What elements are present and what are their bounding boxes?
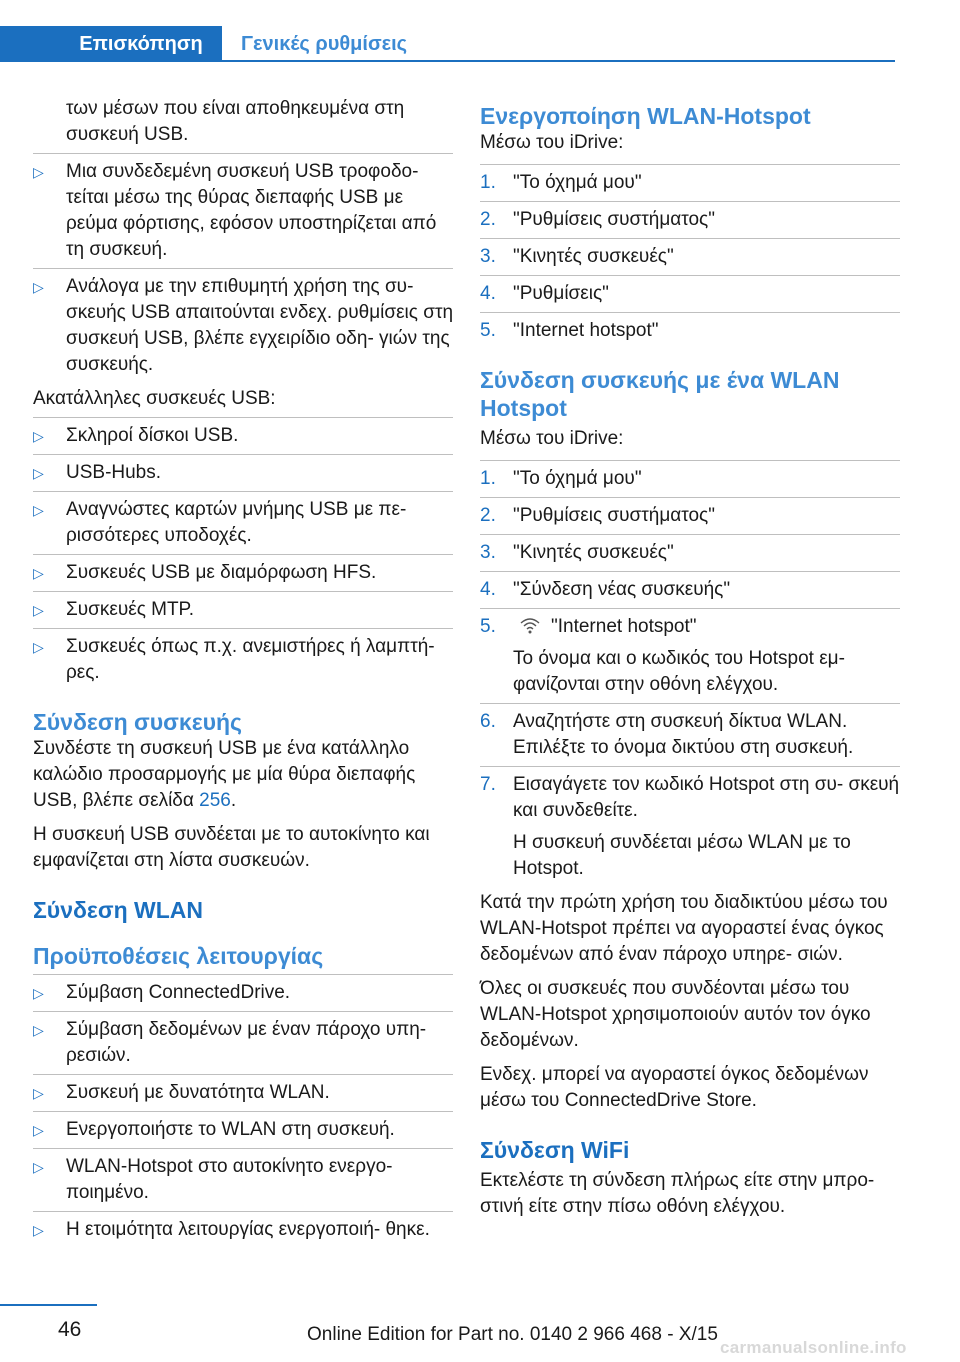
triangle-bullet-icon: ▷: [33, 428, 44, 444]
triangle-bullet-icon: ▷: [33, 1085, 44, 1101]
watermark: carmanualsonline.info: [720, 1338, 907, 1357]
heading-activate-hotspot: Ενεργοποίηση WLAN-Hotspot: [480, 103, 811, 129]
divider: [33, 1148, 453, 1149]
list-item: ▷ Αναγνώστες καρτών μνήμης USB με πε‐ ρισσότερες υποδοχές.: [33, 497, 453, 549]
step-note: Η συσκευή συνδέεται μέσω WLAN με το Hotspot.: [513, 832, 851, 879]
connect-paragraph-2: Η συσκευή USB συνδέεται με το αυτοκίνητο και εμφανίζεται στη λίστα συσκευών.: [33, 824, 430, 871]
heading-prerequisites: Προϋποθέσεις λειτουργίας: [33, 943, 324, 969]
heading-wifi: Σύνδεση WiFi: [480, 1137, 630, 1163]
step-item: 5. "Internet hotspot": [480, 616, 697, 637]
divider: [33, 1011, 453, 1012]
divider: [480, 497, 900, 498]
heading-connect-to-hotspot: Σύνδεση συσκευής με ένα WLAN Hotspot: [480, 367, 840, 421]
intro-continuation: των μέσων που είναι αποθηκευμένα στη συσκευή USB.: [66, 98, 405, 145]
divider: [33, 974, 453, 975]
divider: [480, 766, 900, 767]
triangle-bullet-icon: ▷: [33, 565, 44, 581]
list-item: ▷ Μια συνδεδεμένη συσκευή USB τροφοδο‐ τείται μέσω της θύρας διεπαφής USB με ρεύμα φόρτισης, εφόσον υποστηρίζεται από τη συσκευή.: [33, 159, 453, 263]
list-item: ▷ Ενεργοποιήστε το WLAN στη συσκευή.: [33, 1117, 453, 1143]
divider: [33, 554, 453, 555]
step-item: 4. "Σύνδεση νέας συσκευής": [480, 579, 731, 600]
divider: [33, 1074, 453, 1075]
divider: [480, 460, 900, 461]
list-item: ▷ Ανάλογα με την επιθυμητή χρήση της συ‐ σκευής USB απαιτούνται ενδεχ. ρυθμίσεις στη συσκευή USB, βλέπε εγχειρίδιο οδη‐ γιών της συσκευής.: [33, 274, 453, 378]
divider: [480, 164, 900, 165]
page-number: 46: [58, 1318, 82, 1341]
divider: [480, 571, 900, 572]
header-divider: [0, 60, 895, 62]
step-note: Το όνομα και ο κωδικός του Hotspot εμ‐ φανίζονται στην οθόνη ελέγχου.: [513, 648, 845, 695]
step-item: 6. Αναζητήστε στη συσκευή δίκτυα WLAN. Επιλέξτε το όνομα δικτύου στη συσκευή.: [480, 711, 854, 758]
list-item: ▷ Συσκευές MTP.: [33, 597, 453, 623]
divider: [33, 628, 453, 629]
divider: [33, 491, 453, 492]
paragraph-all-devices: Όλες οι συσκευές που συνδέονται μέσω του WLAN-Hotspot χρησιμοποιούν αυτόν τον όγκο δεδομένων.: [480, 978, 871, 1051]
step-item: 2. "Ρυθμίσεις συστήματος": [480, 209, 715, 230]
divider: [480, 703, 900, 704]
list-item: ▷ Σύμβαση δεδομένων με έναν πάροχο υπη‐ ρεσιών.: [33, 1017, 453, 1069]
paragraph-first-use: Κατά την πρώτη χρήση του διαδικτύου μέσω του WLAN-Hotspot πρέπει να αγοραστεί ένας όγκος δεδομένων από έναν πάροχο υπηρε‐ σιών.: [480, 892, 888, 965]
list-item: ▷ Σύμβαση ConnectedDrive.: [33, 980, 453, 1006]
divider: [33, 591, 453, 592]
divider: [480, 312, 900, 313]
divider: [33, 454, 453, 455]
step-item: 3. "Κινητές συσκευές": [480, 542, 674, 563]
step-item: 3. "Κινητές συσκευές": [480, 246, 674, 267]
step-item: 2. "Ρυθμίσεις συστήματος": [480, 505, 715, 526]
tab-overview-label: Επισκόπηση: [79, 32, 203, 55]
triangle-bullet-icon: ▷: [33, 279, 44, 295]
divider: [33, 268, 453, 269]
list-item: ▷ Συσκευές USB με διαμόρφωση HFS.: [33, 560, 453, 586]
footer-divider: [0, 1304, 97, 1306]
triangle-bullet-icon: ▷: [33, 639, 44, 655]
triangle-bullet-icon: ▷: [33, 1159, 44, 1175]
step-item: 1. "Το όχημά μου": [480, 468, 642, 489]
tab-general-settings-label: Γενικές ρυθμίσεις: [241, 32, 408, 55]
triangle-bullet-icon: ▷: [33, 1222, 44, 1238]
list-item: ▷ Συσκευές όπως π.χ. ανεμιστήρες ή λαμπτή‐ ρες.: [33, 634, 453, 686]
heading-wlan: Σύνδεση WLAN: [33, 897, 203, 923]
tab-general-settings[interactable]: [241, 26, 407, 62]
edition-text: Online Edition for Part no. 0140 2 966 468 - X/15: [307, 1324, 718, 1345]
page-link[interactable]: 256: [199, 790, 231, 811]
unsuitable-devices-label: Ακατάλληλες συσκευές USB:: [33, 388, 276, 409]
divider: [480, 275, 900, 276]
paragraph-wifi: Εκτελέστε τη σύνδεση πλήρως είτε στην μπρο‐ στινή είτε στην πίσω οθόνη ελέγχου.: [480, 1170, 875, 1217]
triangle-bullet-icon: ▷: [33, 985, 44, 1001]
step-item: 7. Εισαγάγετε τον κωδικό Hotspot στη συ‐ σκευή και συνδεθείτε.: [480, 774, 900, 821]
divider: [480, 534, 900, 535]
step-item: 4. "Ρυθμίσεις": [480, 283, 609, 304]
list-item: ▷ Η ετοιμότητα λειτουργίας ενεργοποιή‐ θηκε.: [33, 1217, 453, 1243]
wifi-icon: [519, 615, 541, 635]
triangle-bullet-icon: ▷: [33, 465, 44, 481]
divider: [33, 1211, 453, 1212]
divider: [480, 201, 900, 202]
triangle-bullet-icon: ▷: [33, 602, 44, 618]
divider: [480, 608, 900, 609]
list-item: ▷ Σκληροί δίσκοι USB.: [33, 423, 453, 449]
heading-connect-device: Σύνδεση συσκευής: [33, 709, 243, 735]
via-idrive-label: Μέσω του iDrive:: [480, 428, 624, 449]
connect-paragraph: Συνδέστε τη συσκευή USB με ένα κατάλληλο καλώδιο προσαρμογής με μία θύρα διεπαφής USB, βλέπε σελίδα 256.: [33, 738, 416, 811]
triangle-bullet-icon: ▷: [33, 1022, 44, 1038]
step-item: 5. "Internet hotspot": [480, 320, 659, 341]
triangle-bullet-icon: ▷: [33, 1122, 44, 1138]
divider: [480, 238, 900, 239]
list-item: ▷ USB-Hubs.: [33, 460, 453, 486]
triangle-bullet-icon: ▷: [33, 502, 44, 518]
divider: [33, 153, 453, 154]
triangle-bullet-icon: ▷: [33, 164, 44, 180]
tab-overview[interactable]: [0, 26, 222, 62]
divider: [33, 417, 453, 418]
list-item: ▷ WLAN-Hotspot στο αυτοκίνητο ενεργο‐ ποιημένο.: [33, 1154, 453, 1206]
right-column: [480, 96, 900, 1220]
page-header: [0, 0, 960, 62]
paragraph-store: Ενδεχ. μπορεί να αγοραστεί όγκος δεδομένων μέσω του ConnectedDrive Store.: [480, 1064, 869, 1111]
left-column: [33, 96, 453, 1243]
list-item: ▷ Συσκευή με δυνατότητα WLAN.: [33, 1080, 453, 1106]
step-item: 1. "Το όχημά μου": [480, 172, 642, 193]
via-idrive-label: Μέσω του iDrive:: [480, 132, 624, 153]
divider: [33, 1111, 453, 1112]
